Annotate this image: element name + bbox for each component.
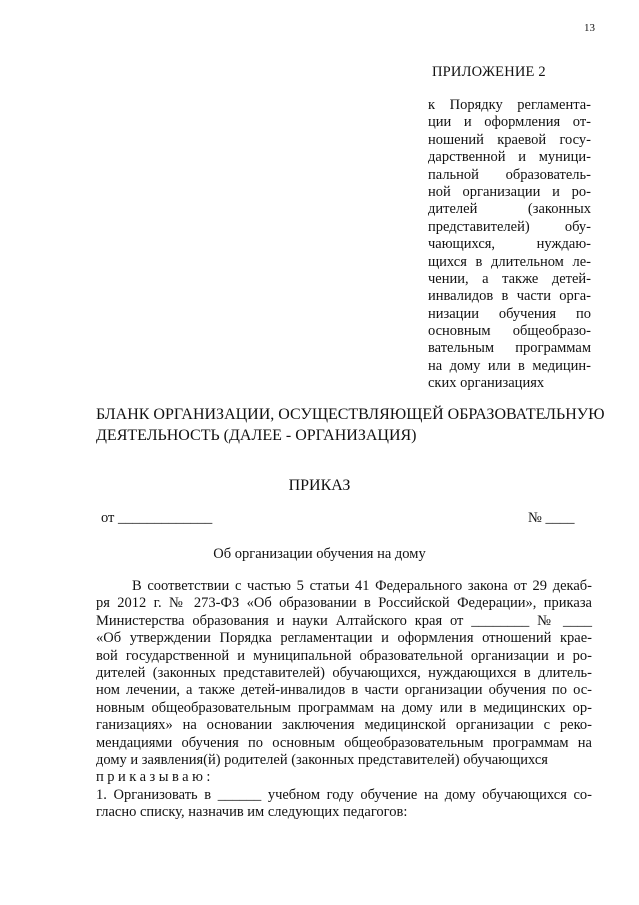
annex-line: ношений краевой госу- (428, 131, 591, 148)
annex-line: дарственной и муници- (428, 149, 591, 166)
annex-line: представителей) обу- (428, 218, 591, 235)
order-body (96, 578, 592, 821)
item-1-line: гласно списку, назначив им следующих педагогов: (96, 804, 408, 821)
page-number: 13 (584, 22, 595, 34)
item-1-line: 1. Организовать в ______ учебном году обучение на дому обучающихся со- (96, 786, 592, 803)
body-line: вой государственной и муниципальной образовательной организации и ро- (96, 647, 592, 664)
annex-line: дителей (законных (428, 201, 591, 218)
annex-line: ции и оформления от- (428, 114, 591, 131)
body-line: ном лечении, а также детей-инвалидов в части организации обучения по ос- (96, 682, 592, 699)
organization-blank-title (96, 404, 605, 446)
body-line: мендациями обучения по основным общеобразовательным программам на (96, 734, 592, 751)
annex-line: чении, а также детей- (428, 270, 591, 287)
annex-line: чающихся, нуждаю- (428, 236, 591, 253)
annex-line: вательным программам (428, 340, 591, 357)
annex-title: ПРИЛОЖЕНИЕ 2 (432, 64, 546, 80)
blank-title-line: БЛАНК ОРГАНИЗАЦИИ, ОСУЩЕСТВЛЯЮЩЕЙ ОБРАЗОВАТЕЛЬНУЮ (96, 406, 605, 423)
order-subject: Об организации обучения на дому (213, 546, 426, 562)
blank-title-line: ДЕЯТЕЛЬНОСТЬ (ДАЛЕЕ - ОРГАНИЗАЦИЯ) (96, 427, 417, 444)
body-line: В соответствии с частью 5 статьи 41 Федерального закона от 29 декаб- (132, 578, 592, 594)
order-word: приказываю: (96, 769, 214, 786)
body-line: Министерства образования и науки Алтайского края от ________ № ____ (96, 612, 592, 629)
annex-line: щихся в длительном ле- (428, 253, 591, 270)
body-line: дителей (законных представителей) обучающихся, нуждающихся в длитель- (96, 664, 592, 681)
annex-line: ной организации и ро- (428, 183, 591, 200)
body-line: «Об утверждении Порядка регламентации и оформления отношений крае- (96, 630, 592, 647)
body-line: ганизациях» на основании заключения медицинской организации с реко- (96, 717, 592, 734)
body-line: новным общеобразовательным программам на дому или в медицинских ор- (96, 699, 592, 716)
annex-line: низации обучения по (428, 305, 591, 322)
order-title: ПРИКАЗ (288, 477, 351, 494)
annex-line: пальной образователь- (428, 166, 591, 183)
annex-reference (428, 97, 591, 393)
annex-line: основным общеобразо- (428, 323, 591, 340)
body-line: дому и заявления(й) родителей (законных представителей) обучающихся (96, 751, 548, 768)
annex-line: к Порядку регламента- (428, 97, 591, 113)
order-date-field: от _____________ (101, 510, 213, 526)
order-number-field: № ____ (528, 510, 575, 526)
body-line: ря 2012 г. № 273-ФЗ «Об образовании в Российской Федерации», приказа (96, 595, 592, 612)
annex-line: инвалидов в части орга- (428, 288, 591, 305)
annex-line: ских организациях (428, 375, 545, 392)
annex-line: на дому или в медицин- (428, 357, 591, 374)
